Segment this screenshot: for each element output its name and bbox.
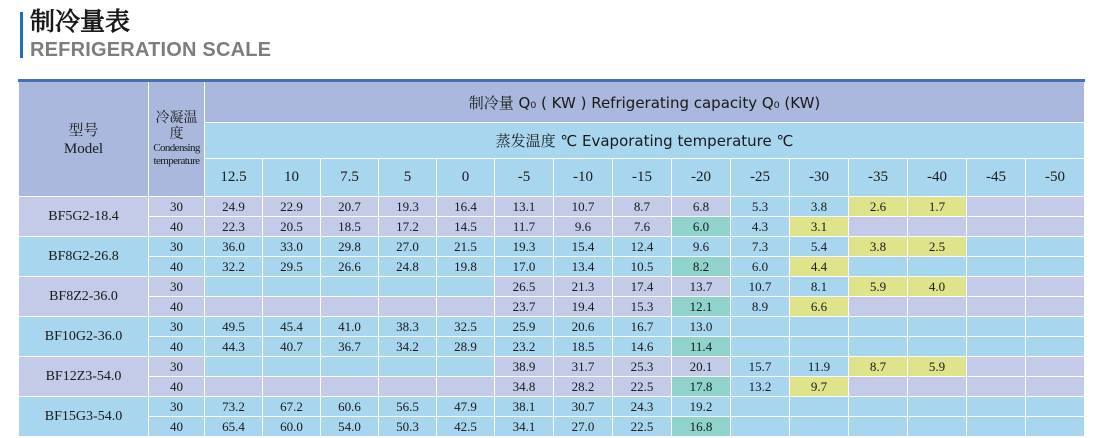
capacity-value-cell: 22.3 (205, 217, 263, 237)
evaporating-temperature-cell: -30 (790, 159, 849, 197)
capacity-value-cell (731, 337, 790, 357)
capacity-value-cell (321, 377, 379, 397)
capacity-value-cell: 41.0 (321, 317, 379, 337)
capacity-value-cell: 27.0 (379, 237, 437, 257)
capacity-value-cell (790, 317, 849, 337)
capacity-value-cell: 8.7 (849, 357, 908, 377)
capacity-value-cell (967, 337, 1026, 357)
capacity-value-cell: 9.6 (554, 217, 613, 237)
capacity-value-cell: 15.3 (613, 297, 672, 317)
capacity-value-cell: 26.5 (495, 277, 554, 297)
table-row (19, 337, 1085, 357)
capacity-value-cell: 2.6 (849, 197, 908, 217)
capacity-value-cell: 9.7 (790, 377, 849, 397)
capacity-value-cell: 18.5 (321, 217, 379, 237)
capacity-value-cell: 54.0 (321, 417, 379, 437)
capacity-value-cell: 49.5 (205, 317, 263, 337)
capacity-value-cell (1026, 357, 1085, 377)
capacity-value-cell (263, 377, 321, 397)
capacity-value-cell: 19.3 (495, 237, 554, 257)
capacity-value-cell: 5.9 (849, 277, 908, 297)
capacity-value-cell (731, 317, 790, 337)
capacity-value-cell: 4.3 (731, 217, 790, 237)
capacity-value-cell: 34.8 (495, 377, 554, 397)
evaporating-temperature-cell: -20 (672, 159, 731, 197)
capacity-value-cell (967, 357, 1026, 377)
table-row (19, 417, 1085, 437)
capacity-value-cell (379, 297, 437, 317)
capacity-value-cell (1026, 417, 1085, 437)
capacity-value-cell: 12.4 (613, 237, 672, 257)
capacity-value-cell (1026, 317, 1085, 337)
table-row (19, 197, 1085, 217)
evaporating-temperature-cell: 0 (437, 159, 495, 197)
evaporating-header (205, 123, 1085, 159)
condensing-header-cn: 冷凝温度 (155, 110, 198, 142)
table-row (19, 237, 1085, 257)
title-accent-bar (20, 12, 23, 58)
capacity-value-cell: 8.7 (613, 197, 672, 217)
capacity-value-cell (1026, 257, 1085, 277)
model-name-cell: BF10G2-36.0 (19, 317, 149, 357)
table-row (19, 297, 1085, 317)
capacity-value-cell (967, 197, 1026, 217)
page-title: 制冷量表 (30, 7, 131, 36)
capacity-value-cell (379, 377, 437, 397)
capacity-value-cell (967, 257, 1026, 277)
capacity-value-cell: 17.8 (672, 377, 731, 397)
capacity-value-cell (205, 297, 263, 317)
capacity-value-cell (849, 317, 908, 337)
capacity-value-cell (1026, 297, 1085, 317)
capacity-value-cell: 73.2 (205, 397, 263, 417)
capacity-value-cell: 22.9 (263, 197, 321, 217)
capacity-value-cell: 13.7 (672, 277, 731, 297)
model-header-en: Model (63, 140, 104, 157)
capacity-value-cell (790, 337, 849, 357)
capacity-value-cell: 26.6 (321, 257, 379, 277)
capacity-value-cell: 3.8 (849, 237, 908, 257)
capacity-value-cell: 36.7 (321, 337, 379, 357)
capacity-value-cell: 42.5 (437, 417, 495, 437)
capacity-value-cell: 24.8 (379, 257, 437, 277)
capacity-value-cell (1026, 197, 1085, 217)
capacity-value-cell (437, 277, 495, 297)
capacity-value-cell: 18.5 (554, 337, 613, 357)
capacity-value-cell: 38.9 (495, 357, 554, 377)
capacity-value-cell (849, 257, 908, 277)
evaporating-header-label: 蒸发温度 ℃ Evaporating temperature ℃ (495, 132, 794, 150)
capacity-value-cell: 23.2 (495, 337, 554, 357)
table-row (19, 357, 1085, 377)
capacity-value-cell: 20.5 (263, 217, 321, 237)
condensing-temperature-cell: 40 (149, 417, 205, 437)
capacity-value-cell: 44.3 (205, 337, 263, 357)
capacity-value-cell (967, 217, 1026, 237)
capacity-value-cell: 28.2 (554, 377, 613, 397)
condensing-temperature-cell: 30 (149, 277, 205, 297)
capacity-value-cell (790, 397, 849, 417)
capacity-value-cell: 6.8 (672, 197, 731, 217)
capacity-value-cell: 20.6 (554, 317, 613, 337)
capacity-value-cell: 13.2 (731, 377, 790, 397)
capacity-value-cell: 20.1 (672, 357, 731, 377)
evaporating-temperature-cell: 12.5 (205, 159, 263, 197)
capacity-value-cell: 56.5 (379, 397, 437, 417)
evaporating-temperature-cell: -10 (554, 159, 613, 197)
model-header (19, 81, 149, 197)
capacity-header (205, 81, 1085, 123)
capacity-value-cell: 1.7 (908, 197, 967, 217)
table-row (19, 397, 1085, 417)
condensing-temperature-cell: 30 (149, 357, 205, 377)
capacity-value-cell: 32.5 (437, 317, 495, 337)
capacity-value-cell: 11.9 (790, 357, 849, 377)
capacity-value-cell (437, 357, 495, 377)
capacity-value-cell (321, 297, 379, 317)
model-name-cell: BF15G3-54.0 (19, 397, 149, 437)
capacity-value-cell: 4.0 (908, 277, 967, 297)
capacity-value-cell (908, 377, 967, 397)
capacity-value-cell (1026, 377, 1085, 397)
capacity-value-cell: 36.0 (205, 237, 263, 257)
capacity-value-cell (379, 357, 437, 377)
condensing-temperature-cell: 40 (149, 217, 205, 237)
condensing-temperature-cell: 40 (149, 377, 205, 397)
capacity-value-cell: 32.2 (205, 257, 263, 277)
capacity-value-cell (321, 357, 379, 377)
capacity-value-cell (437, 377, 495, 397)
capacity-value-cell (1026, 337, 1085, 357)
capacity-value-cell: 5.4 (790, 237, 849, 257)
capacity-value-cell: 27.0 (554, 417, 613, 437)
capacity-value-cell: 24.3 (613, 397, 672, 417)
capacity-value-cell: 4.4 (790, 257, 849, 277)
table-row (19, 217, 1085, 237)
capacity-value-cell: 10.7 (731, 277, 790, 297)
capacity-value-cell (849, 377, 908, 397)
capacity-value-cell: 21.5 (437, 237, 495, 257)
capacity-value-cell (967, 297, 1026, 317)
capacity-value-cell (263, 297, 321, 317)
capacity-value-cell: 38.3 (379, 317, 437, 337)
capacity-value-cell: 23.7 (495, 297, 554, 317)
evaporating-temperature-cell: -35 (849, 159, 908, 197)
capacity-value-cell (205, 277, 263, 297)
capacity-value-cell: 50.3 (379, 417, 437, 437)
capacity-value-cell: 22.5 (613, 377, 672, 397)
evaporating-temperature-cell: 5 (379, 159, 437, 197)
capacity-value-cell (263, 277, 321, 297)
condensing-header (149, 81, 205, 197)
capacity-value-cell: 15.4 (554, 237, 613, 257)
capacity-value-cell: 22.5 (613, 417, 672, 437)
condensing-temperature-cell: 30 (149, 237, 205, 257)
capacity-value-cell (908, 337, 967, 357)
model-name-cell: BF8G2-26.8 (19, 237, 149, 277)
capacity-value-cell: 34.2 (379, 337, 437, 357)
table-row (19, 377, 1085, 397)
evaporating-temperature-cell: -50 (1026, 159, 1085, 197)
evaporating-temperature-cell: -15 (613, 159, 672, 197)
model-header-cn: 型号 (68, 120, 99, 139)
capacity-value-cell: 60.0 (263, 417, 321, 437)
condensing-temperature-cell: 30 (149, 197, 205, 217)
capacity-value-cell (849, 217, 908, 237)
capacity-value-cell: 21.3 (554, 277, 613, 297)
capacity-value-cell (908, 217, 967, 237)
capacity-value-cell: 14.5 (437, 217, 495, 237)
capacity-value-cell (908, 317, 967, 337)
capacity-value-cell (849, 417, 908, 437)
capacity-value-cell: 17.2 (379, 217, 437, 237)
capacity-value-cell: 9.6 (672, 237, 731, 257)
capacity-value-cell (908, 257, 967, 277)
evaporating-temperature-cell: -5 (495, 159, 554, 197)
capacity-value-cell: 31.7 (554, 357, 613, 377)
capacity-value-cell (379, 277, 437, 297)
capacity-value-cell: 19.2 (672, 397, 731, 417)
capacity-value-cell (967, 397, 1026, 417)
capacity-value-cell (437, 297, 495, 317)
capacity-value-cell (849, 397, 908, 417)
evaporating-temperature-cell: -45 (967, 159, 1026, 197)
capacity-value-cell: 6.0 (731, 257, 790, 277)
capacity-value-cell (849, 337, 908, 357)
capacity-value-cell: 38.1 (495, 397, 554, 417)
capacity-value-cell: 2.5 (908, 237, 967, 257)
capacity-value-cell: 3.1 (790, 217, 849, 237)
capacity-value-cell (731, 397, 790, 417)
model-name-cell: BF8Z2-36.0 (19, 277, 149, 317)
capacity-value-cell: 34.1 (495, 417, 554, 437)
capacity-value-cell: 16.4 (437, 197, 495, 217)
capacity-value-cell (908, 297, 967, 317)
condensing-temperature-cell: 30 (149, 317, 205, 337)
condensing-header-en: Condensing temperature (153, 142, 200, 167)
capacity-value-cell: 15.7 (731, 357, 790, 377)
capacity-value-cell: 28.9 (437, 337, 495, 357)
table-row (19, 257, 1085, 277)
capacity-value-cell (1026, 397, 1085, 417)
model-name-cell: BF5G2-18.4 (19, 197, 149, 237)
capacity-value-cell: 33.0 (263, 237, 321, 257)
capacity-value-cell (1026, 277, 1085, 297)
capacity-value-cell: 13.0 (672, 317, 731, 337)
model-name-cell: BF12Z3-54.0 (19, 357, 149, 397)
capacity-value-cell: 10.7 (554, 197, 613, 217)
capacity-value-cell: 3.8 (790, 197, 849, 217)
capacity-value-cell: 13.4 (554, 257, 613, 277)
capacity-value-cell: 12.1 (672, 297, 731, 317)
capacity-value-cell: 8.2 (672, 257, 731, 277)
capacity-value-cell (967, 417, 1026, 437)
condensing-temperature-cell: 40 (149, 257, 205, 277)
capacity-value-cell: 5.9 (908, 357, 967, 377)
evaporating-temperature-cell: -25 (731, 159, 790, 197)
capacity-value-cell (908, 397, 967, 417)
capacity-value-cell (908, 417, 967, 437)
capacity-header-label: 制冷量 Q₀ ( KW ) Refrigerating capacity Q₀ (KW) (468, 93, 821, 112)
capacity-value-cell: 19.3 (379, 197, 437, 217)
capacity-value-cell (321, 277, 379, 297)
capacity-value-cell: 25.3 (613, 357, 672, 377)
capacity-value-cell: 11.7 (495, 217, 554, 237)
capacity-value-cell: 65.4 (205, 417, 263, 437)
capacity-value-cell: 7.3 (731, 237, 790, 257)
condensing-temperature-cell: 40 (149, 297, 205, 317)
capacity-value-cell: 47.9 (437, 397, 495, 417)
capacity-value-cell: 20.7 (321, 197, 379, 217)
capacity-value-cell: 13.1 (495, 197, 554, 217)
capacity-value-cell: 6.6 (790, 297, 849, 317)
capacity-value-cell: 29.5 (263, 257, 321, 277)
capacity-value-cell (205, 377, 263, 397)
table-row (19, 277, 1085, 297)
capacity-value-cell (205, 357, 263, 377)
capacity-value-cell: 24.9 (205, 197, 263, 217)
condensing-temperature-cell: 40 (149, 337, 205, 357)
capacity-value-cell: 17.4 (613, 277, 672, 297)
capacity-value-cell (731, 417, 790, 437)
evaporating-temperature-cell: 10 (263, 159, 321, 197)
capacity-value-cell: 45.4 (263, 317, 321, 337)
capacity-value-cell: 5.3 (731, 197, 790, 217)
capacity-value-cell: 14.6 (613, 337, 672, 357)
capacity-value-cell: 8.1 (790, 277, 849, 297)
capacity-value-cell: 11.4 (672, 337, 731, 357)
capacity-value-cell: 25.9 (495, 317, 554, 337)
capacity-value-cell (849, 297, 908, 317)
capacity-value-cell (263, 357, 321, 377)
capacity-value-cell: 7.6 (613, 217, 672, 237)
capacity-value-cell: 16.8 (672, 417, 731, 437)
refrigeration-capacity-table (18, 79, 1085, 437)
capacity-value-cell (967, 237, 1026, 257)
capacity-value-cell (967, 277, 1026, 297)
capacity-value-cell: 40.7 (263, 337, 321, 357)
evaporating-temperature-cell: -40 (908, 159, 967, 197)
capacity-value-cell (967, 377, 1026, 397)
capacity-value-cell: 30.7 (554, 397, 613, 417)
capacity-value-cell: 19.4 (554, 297, 613, 317)
capacity-value-cell: 19.8 (437, 257, 495, 277)
capacity-value-cell (790, 417, 849, 437)
capacity-value-cell: 60.6 (321, 397, 379, 417)
page-subtitle: REFRIGERATION SCALE (30, 39, 272, 61)
capacity-value-cell: 16.7 (613, 317, 672, 337)
capacity-value-cell: 10.5 (613, 257, 672, 277)
capacity-value-cell: 29.8 (321, 237, 379, 257)
capacity-value-cell: 17.0 (495, 257, 554, 277)
capacity-value-cell: 67.2 (263, 397, 321, 417)
evaporating-temperature-cell: 7.5 (321, 159, 379, 197)
capacity-value-cell (967, 317, 1026, 337)
capacity-value-cell (1026, 237, 1085, 257)
table-row (19, 317, 1085, 337)
capacity-value-cell: 6.0 (672, 217, 731, 237)
capacity-value-cell: 8.9 (731, 297, 790, 317)
capacity-value-cell (1026, 217, 1085, 237)
condensing-temperature-cell: 30 (149, 397, 205, 417)
